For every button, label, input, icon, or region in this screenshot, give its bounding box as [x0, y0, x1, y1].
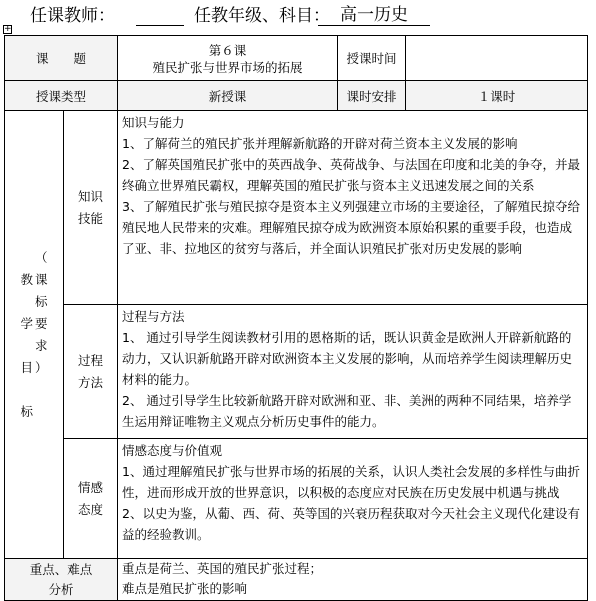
- keypoints-content[interactable]: 重点是荷兰、英国的殖民扩张过程； 难点是殖民扩张的影响: [118, 559, 588, 601]
- goals-main-label: 教 学 目 标: [20, 271, 33, 419]
- emotion-label: 情感 态度: [64, 439, 118, 559]
- knowledge-content[interactable]: 知识与能力 1、了解荷兰的殖民扩张并理解新航路的开辟对荷兰资本主义发展的影响 2、了解英国殖民扩张中的英西战争、英荷战争、与法国在印度和北美的争夺，并最终确立世界殖民霸权，理解英国的殖民扩张与资本主义迅速发展之间的关系 3、了解殖民扩张与殖民掠夺是资本主义列强建立市场的主要途径，了解殖民掠夺给殖民地人民带来的灾难。理解殖民掠夺成为欧洲资本原始积累的重要手段，也造成了亚、非、拉地区的贫穷与落后，并全面认识殖民扩张对历史发展的影响: [118, 111, 588, 305]
- teacher-label: 任课教师：: [30, 6, 115, 26]
- emotion-content[interactable]: 情感态度与价值观 1、通过理解殖民扩张与世界市场的拓展的关系，认识人类社会发展的多样性与曲折性，进而形成开放的世界意识，以积极的态度应对民族在历史发展中机遇与挑战 2、以史为鉴，从葡、西、荷、英等国的兴衰历程获取对今天社会主义现代化建设有益的经验教训。: [118, 439, 588, 559]
- keypoints-label: 重点、难点 分析: [5, 559, 118, 601]
- knowledge-label: 知识 技能: [64, 111, 118, 305]
- time-value-cell[interactable]: [406, 36, 588, 81]
- lesson-number: 第６课: [208, 43, 247, 58]
- grade-subject-value: 高一历史: [318, 3, 430, 26]
- goals-label: [5, 111, 64, 559]
- type-value[interactable]: 新授课: [118, 81, 338, 111]
- document-header: [0, 0, 596, 32]
- lesson-title: 殖民扩张与世界市场的拓展: [152, 60, 303, 75]
- topic-cell[interactable]: [118, 36, 338, 81]
- teacher-blank[interactable]: [136, 3, 184, 26]
- topic-label: 课 题: [5, 36, 118, 81]
- schedule-label: 课时安排: [338, 81, 406, 111]
- time-label: 授课时间: [338, 36, 406, 81]
- goals-sub-label: （ 课 标 要 求 ）: [35, 249, 48, 375]
- process-label: 过程 方法: [64, 305, 118, 439]
- grade-subject-label: 任教年级、科目：: [194, 6, 330, 26]
- lesson-plan-table: [4, 35, 588, 601]
- schedule-value[interactable]: １课时: [406, 81, 588, 111]
- process-content[interactable]: 过程与方法 1、 通过引导学生阅读教材引用的恩格斯的话，既认识黄金是欧洲人开辟新航路的动力，又认识新航路开辟对欧洲资本主义发展的影响，从而培养学生阅读理解历史材料的能力。 2、 通过引导学生比较新航路开辟对欧洲和亚、非、美洲的两种不同结果，培养学生运用辩证唯物主义观点分析历史事件的能力。: [118, 305, 588, 439]
- type-label: 授课类型: [5, 81, 118, 111]
- table-move-handle-icon[interactable]: +: [4, 24, 12, 34]
